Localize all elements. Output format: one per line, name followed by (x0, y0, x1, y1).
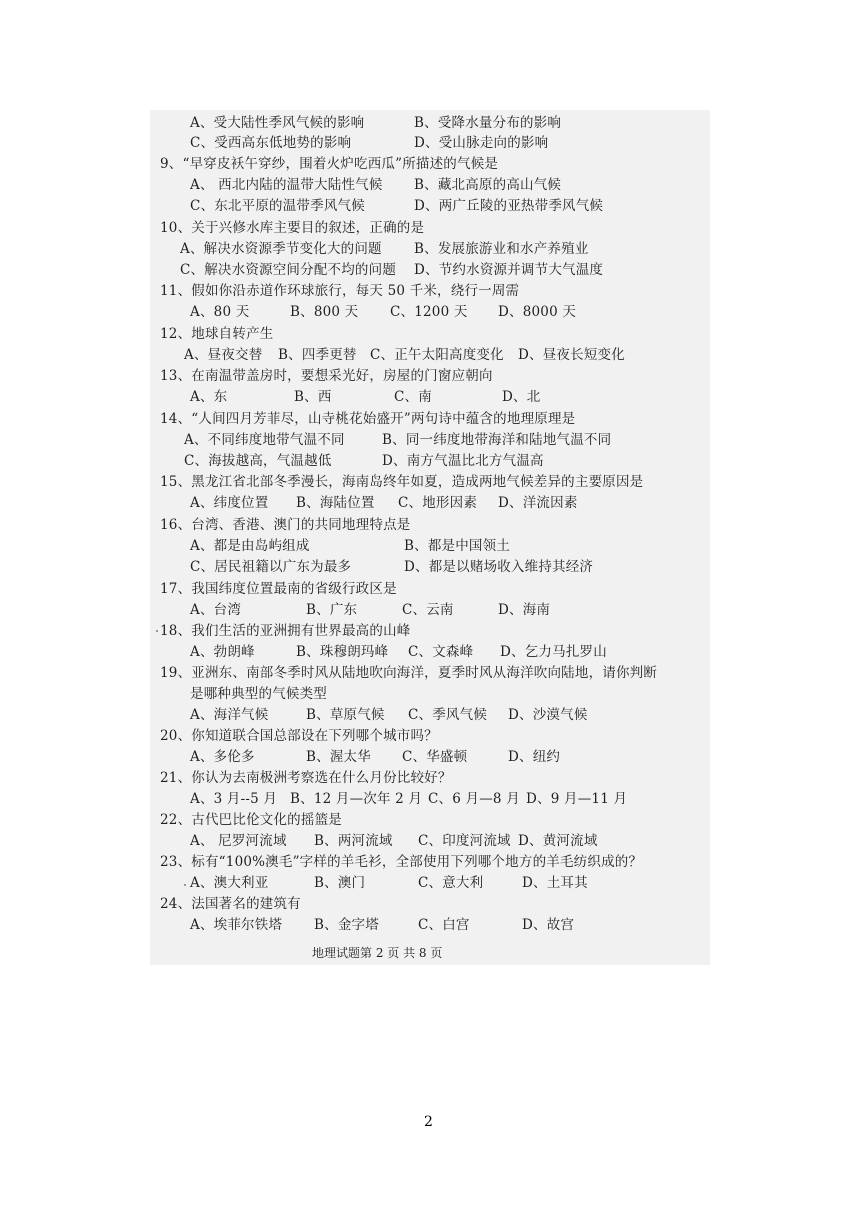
option: B、珠穆朗玛峰 (296, 644, 389, 660)
option: B、草原气候 (306, 707, 385, 723)
question-stem-continued: 是哪种典型的气候类型 (190, 686, 327, 702)
question-stem: 18、我们生活的亚洲拥有世界最高的山峰 (160, 623, 411, 639)
exam-footer: 地理试题第 2 页 共 8 页 (312, 946, 443, 960)
q8-option-a: A、受大陆性季风气候的影响 (190, 115, 365, 131)
option: C、白宫 (418, 917, 470, 933)
question-stem: 13、在南温带盖房时，要想采光好，房屋的门窗应朝向 (160, 368, 493, 384)
question-stem: 11、假如你沿赤道作环球旅行，每天 50 千米，绕行一周需 (160, 283, 520, 299)
option: A、东 (190, 389, 228, 405)
option: B、西 (294, 389, 332, 405)
question-stem: 9、“早穿皮袄午穿纱，围着火炉吃西瓜”所描述的气候是 (160, 156, 499, 172)
option: A、埃菲尔铁塔 (190, 917, 283, 933)
option: B、四季更替 (278, 347, 357, 363)
option: C、6 月—8 月 (428, 791, 520, 807)
option: D、乞力马扎罗山 (500, 644, 607, 660)
option: A、澳大利亚 (190, 875, 269, 891)
option: A、台湾 (190, 602, 242, 618)
option: B、海陆位置 (296, 495, 375, 511)
option: D、节约水资源并调节大气温度 (414, 262, 604, 278)
option: A、3 月--5 月 (190, 791, 278, 807)
option: A、 西北内陆的温带大陆性气候 (190, 177, 383, 193)
option: B、金字塔 (314, 917, 379, 933)
scan-speck (184, 884, 186, 886)
option: A、 尼罗河流域 (190, 833, 287, 849)
option: C、南 (394, 389, 432, 405)
option: A、都是由岛屿组成 (190, 538, 310, 554)
question-stem: 17、我国纬度位置最南的省级行政区是 (160, 581, 397, 597)
option: B、澳门 (314, 875, 366, 891)
option: D、沙漠气候 (508, 707, 588, 723)
option: C、云南 (402, 602, 454, 618)
option: C、华盛顿 (402, 749, 468, 765)
option: A、勃朗峰 (190, 644, 255, 660)
option: D、黄河流域 (518, 833, 598, 849)
option: D、8000 天 (498, 304, 577, 320)
option: D、两广丘陵的亚热带季风气候 (414, 198, 604, 214)
option: A、多伦多 (190, 749, 255, 765)
q8-option-b: B、受降水量分布的影响 (414, 115, 562, 131)
option: C、意大利 (418, 875, 484, 891)
option: B、都是中国领土 (404, 538, 511, 554)
option: C、地形因素 (398, 495, 478, 511)
option: B、渥太华 (306, 749, 371, 765)
option: B、藏北高原的高山气候 (414, 177, 562, 193)
option: B、两河流域 (314, 833, 393, 849)
option: C、东北平原的温带季风气候 (190, 198, 365, 214)
option: D、北 (502, 389, 541, 405)
question-stem: 21、你认为去南极洲考察选在什么月份比较好？ (160, 770, 452, 786)
option: C、1200 天 (390, 304, 468, 320)
question-stem: 23、标有“100%澳毛”字样的羊毛衫，全部使用下列哪个地方的羊毛纺织成的？ (160, 854, 643, 870)
option: B、发展旅游业和水产养殖业 (414, 241, 589, 257)
option: A、海洋气候 (190, 707, 269, 723)
option: D、南方气温比北方气温高 (382, 453, 544, 469)
question-stem: 14、“人间四月芳菲尽，山寺桃花始盛开”两句诗中蕴含的地理原理是 (160, 411, 576, 427)
option: C、印度河流域 (418, 833, 511, 849)
question-stem: 12、地球自转产生 (160, 326, 274, 342)
option: D、昼夜长短变化 (518, 347, 625, 363)
option: A、不同纬度地带气温不同 (184, 432, 345, 448)
option: D、都是以赌场收入维持其经济 (404, 559, 594, 575)
q8-option-d: D、受山脉走向的影响 (414, 135, 549, 151)
option: C、正午太阳高度变化 (370, 347, 504, 363)
option: D、海南 (498, 602, 551, 618)
option: B、广东 (306, 602, 358, 618)
option: D、洋流因素 (498, 495, 578, 511)
option: A、纬度位置 (190, 495, 269, 511)
option: D、土耳其 (522, 875, 588, 891)
option: C、解决水资源空间分配不均的问题 (180, 262, 397, 278)
option: A、80 天 (190, 304, 250, 320)
option: A、解决水资源季节变化大的问题 (180, 241, 382, 257)
option: C、居民祖籍以广东为最多 (190, 559, 352, 575)
option: D、故宫 (522, 917, 575, 933)
question-stem: 16、台湾、香港、澳门的共同地理特点是 (160, 517, 411, 533)
option: B、800 天 (290, 304, 359, 320)
option: D、纽约 (508, 749, 561, 765)
option: A、昼夜交替 (184, 347, 263, 363)
option: C、文森峰 (408, 644, 474, 660)
question-stem: 15、黑龙江省北部冬季漫长，海南岛终年如夏，造成两地气候差异的主要原因是 (160, 474, 644, 490)
scan-speck (156, 630, 158, 632)
question-stem: 24、法国著名的建筑有 (160, 896, 301, 912)
page-number: 2 (424, 1114, 433, 1130)
question-stem: 10、关于兴修水库主要目的叙述，正确的是 (160, 220, 425, 236)
question-stem: 22、古代巴比伦文化的摇篮是 (160, 812, 342, 828)
option: B、12 月—次年 2 月 (290, 791, 423, 807)
question-stem: 19、亚洲东、南部冬季时风从陆地吹向海洋，夏季时风从海洋吹向陆地，请你判断 (160, 665, 658, 681)
option: C、季风气候 (408, 707, 488, 723)
option: B、同一纬度地带海洋和陆地气温不同 (382, 432, 612, 448)
q8-option-c: C、受西高东低地势的影响 (190, 135, 352, 151)
option: D、9 月—11 月 (526, 791, 628, 807)
question-stem: 20、你知道联合国总部设在下列哪个城市吗？ (160, 728, 438, 744)
option: C、海拔越高，气温越低 (184, 453, 332, 469)
